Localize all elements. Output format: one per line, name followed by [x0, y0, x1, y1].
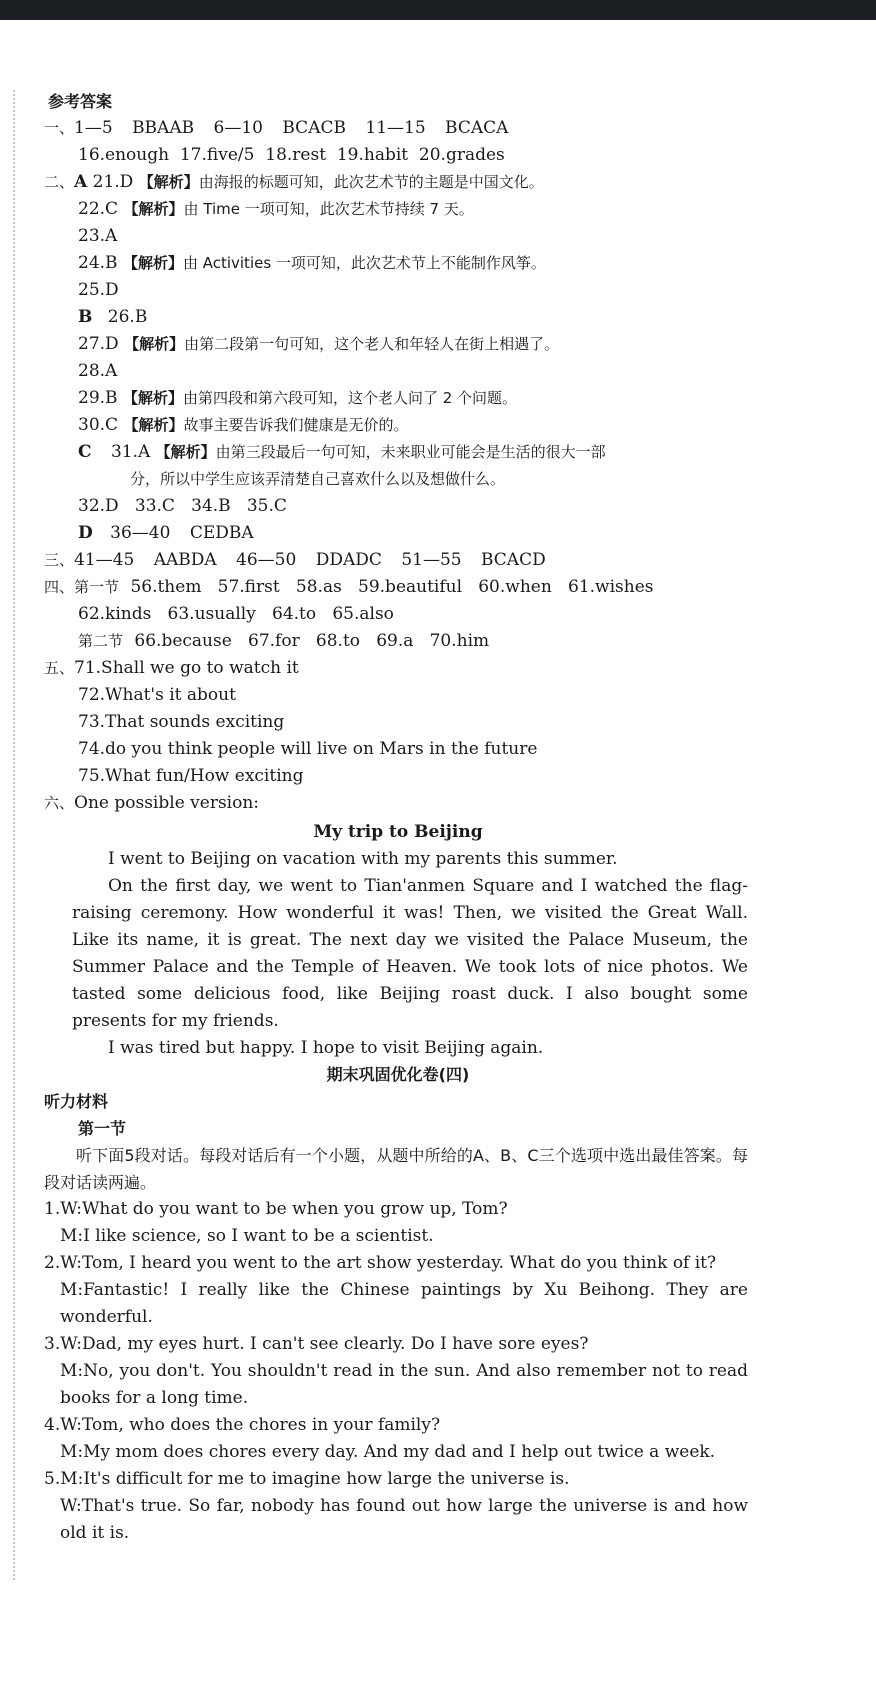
part2-label: 二、 — [44, 173, 75, 191]
q26-answer: 26.B — [107, 307, 148, 327]
dialogue-3-w: 3.W:Dad, my eyes hurt. I can't see clearly. Do I have sore eyes? — [44, 1334, 589, 1354]
essay-paragraph-3: I was tired but happy. I hope to visit Beijing again. — [108, 1038, 544, 1058]
dialogue-2-m: M:Fantastic! I really like the Chinese paintings by Xu Beihong. They are wonderful. — [60, 1280, 748, 1327]
q36-40-answers: CEDBA — [189, 523, 254, 543]
q28-line: 28.A — [78, 361, 118, 381]
part1-label: 一、 — [44, 119, 75, 137]
q27-explain: 由第二段第一句可知，这个老人和年轻人在街上相遇了。 — [184, 335, 560, 353]
q30-jiexi: 【解析】 — [123, 416, 184, 434]
q36-range: 36—40 — [110, 523, 171, 543]
dialogue-2-w: 2.W:Tom, I heard you went to the art show yesterday. What do you think of it? — [44, 1253, 717, 1273]
listening-instructions: 听下面5段对话。每段对话后有一个小题，从题中所给的A、B、C三个选项中选出最佳答案。每段对话读两遍。 — [44, 1146, 748, 1192]
dialogue-1-m: M:I like science, so I want to be a scientist. — [60, 1226, 434, 1246]
q24-line — [48, 250, 748, 277]
part1-range3: 11—15 — [365, 118, 426, 138]
dialogue-5-m: 5.M:It's difficult for me to imagine how large the universe is. — [44, 1469, 570, 1489]
q29-jiexi: 【解析】 — [122, 389, 183, 407]
q22-jiexi: 【解析】 — [123, 200, 184, 218]
part1-line1 — [44, 115, 748, 142]
dialogue-1-w: 1.W:What do you want to be when you grow up, Tom? — [44, 1199, 508, 1219]
top-edge-bar — [0, 0, 876, 20]
q71-line — [44, 655, 748, 682]
part3-ans3: BCACD — [480, 550, 546, 570]
q31-explain-1: 由第三段最后一句可知，未来职业可能会是生活的很大一部 — [215, 443, 606, 461]
listening-section: 第一节 — [78, 1119, 127, 1138]
part3-line — [44, 547, 748, 574]
dialogue-5-w: W:That's true. So far, nobody has found out how large the universe is and how old it is. — [60, 1496, 748, 1543]
part6-intro-line — [44, 790, 748, 817]
part4-section2: 第二节 — [78, 632, 124, 650]
passage-c-label: C — [78, 442, 92, 462]
part6-intro: One possible version: — [74, 793, 260, 813]
part3-range3: 51—55 — [401, 550, 462, 570]
answer-page — [44, 88, 748, 1547]
dialogue-4-w: 4.W:Tom, who does the chores in your family? — [44, 1415, 441, 1435]
part3-ans1: AABDA — [153, 550, 217, 570]
q71-text: 71.Shall we go to watch it — [74, 658, 299, 678]
part3-range2: 46—50 — [236, 550, 297, 570]
listening-heading: 听力材料 — [44, 1092, 109, 1111]
part3-label: 三、 — [44, 551, 75, 569]
part6-label: 六、 — [44, 794, 75, 812]
q21-explain: 由海报的标题可知，此次艺术节的主题是中国文化。 — [198, 173, 544, 191]
q26-line — [48, 304, 748, 331]
q31-answer: 31.A — [110, 442, 151, 462]
part4-line1 — [44, 574, 748, 601]
q29-line — [48, 385, 748, 412]
part4-answers1: 56.them 57.first 58.as 59.beautiful 60.when 61.wishes — [130, 577, 654, 597]
part5-label: 五、 — [44, 659, 75, 677]
essay-paragraph-1: I went to Beijing on vacation with my parents this summer. — [108, 849, 618, 869]
passage-d-label: D — [78, 523, 93, 543]
part4-label: 四、 — [44, 578, 75, 596]
exam-title: 期末巩固优化卷(四) — [326, 1065, 470, 1084]
part1-ans3: BCACA — [445, 118, 509, 138]
q74-line: 74.do you think people will live on Mars in the future — [78, 739, 538, 759]
q29-explain: 由第四段和第六段可知，这个老人问了 2 个问题。 — [182, 389, 518, 407]
part1-line2: 16.enough 17.five/5 18.rest 19.habit 20.grades — [78, 145, 505, 165]
margin-dotted-line — [13, 90, 15, 1580]
part4-answers2: 66.because 67.for 68.to 69.a 70.him — [134, 631, 490, 651]
passage-b-label: B — [78, 307, 93, 327]
q31-explain-2: 分，所以中学生应该弄清楚自己喜欢什么以及想做什么。 — [130, 470, 506, 488]
q24-answer: 24.B — [78, 253, 118, 273]
q22-line — [48, 196, 748, 223]
part1-range1: 1—5 — [74, 118, 113, 138]
q21-jiexi: 【解析】 — [138, 173, 199, 191]
section-title: 参考答案 — [48, 92, 113, 111]
q21-answer: 21.D — [92, 172, 134, 192]
part4-line3 — [48, 628, 748, 655]
q23-line: 23.A — [78, 226, 118, 246]
passage-a-label: A — [74, 172, 88, 192]
q29-answer: 29.B — [78, 388, 118, 408]
q75-line: 75.What fun/How exciting — [78, 766, 304, 786]
q24-explain: 由 Activities 一项可知，此次艺术节上不能制作风筝。 — [182, 254, 546, 272]
q30-line — [48, 412, 748, 439]
essay-paragraph-2: On the first day, we went to Tian'anmen Square and I watched the flag-raising ceremony. How wonderful it was! Then, we visited the Great Wall. Like its name, it is great. The next day we visited the Palace Museum, the Summer Palace and the Temple of Heaven. We took lots of nice photos. We tasted some delicious food, like Beijing roast duck. I also bought some presents for my friends. — [72, 876, 748, 1031]
q32-35-line: 32.D 33.C 34.B 35.C — [78, 496, 287, 516]
q24-jiexi: 【解析】 — [122, 254, 183, 272]
part4-section1: 第一节 — [74, 578, 120, 596]
q25-line: 25.D — [78, 280, 119, 300]
dialogue-4-m: M:My mom does chores every day. And my dad and I help out twice a week. — [60, 1442, 716, 1462]
q27-jiexi: 【解析】 — [124, 335, 185, 353]
q22-explain: 由 Time 一项可知，此次艺术节持续 7 天。 — [183, 200, 474, 218]
q27-line — [48, 331, 748, 358]
q36-40-line — [48, 520, 748, 547]
q22-answer: 22.C — [78, 199, 119, 219]
q73-line: 73.That sounds exciting — [78, 712, 285, 732]
q31-line — [48, 439, 748, 466]
essay-title: My trip to Beijing — [313, 822, 483, 842]
part1-ans1: BBAAB — [132, 118, 195, 138]
part3-range1: 41—45 — [74, 550, 135, 570]
part4-line2: 62.kinds 63.usually 64.to 65.also — [78, 604, 394, 624]
q72-line: 72.What's it about — [78, 685, 236, 705]
part1-range2: 6—10 — [213, 118, 263, 138]
q30-answer: 30.C — [78, 415, 119, 435]
part1-ans2: BCACB — [282, 118, 346, 138]
q30-explain: 故事主要告诉我们健康是无价的。 — [183, 416, 409, 434]
q21-line — [44, 169, 748, 196]
q27-answer: 27.D — [78, 334, 119, 354]
q31-jiexi: 【解析】 — [155, 443, 216, 461]
dialogue-3-m: M:No, you don't. You shouldn't read in the sun. And also remember not to read books for a long time. — [60, 1361, 748, 1408]
part3-ans2: DDADC — [315, 550, 382, 570]
